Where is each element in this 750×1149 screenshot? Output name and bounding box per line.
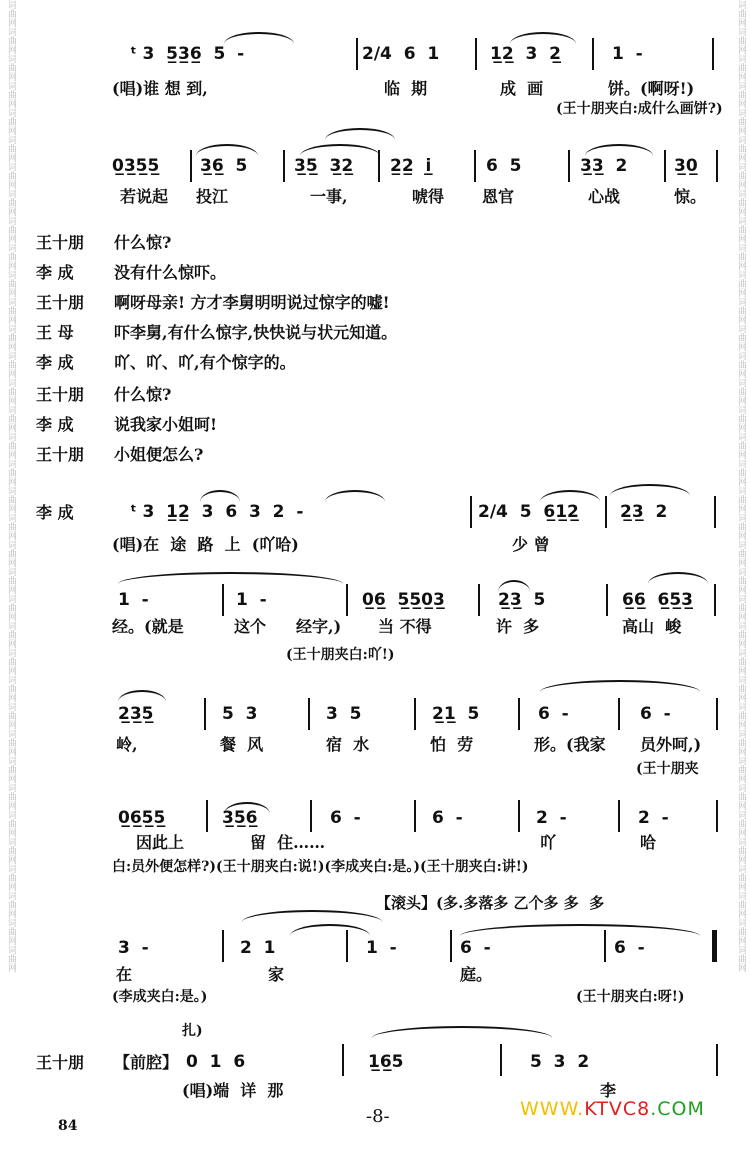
dialogue-text: 说我家小姐呵! <box>114 415 218 434</box>
notes-measure: 6 - <box>640 704 671 724</box>
barline <box>712 38 714 70</box>
lyric: 经。(就是 <box>112 617 184 636</box>
notes-measure: 3 - <box>118 938 149 958</box>
lyric: 成 画 <box>500 79 544 98</box>
page-number: -8- <box>366 1106 390 1127</box>
notes-measure: ᵗ 3 5̲3̲6̲ 5 - <box>130 44 245 64</box>
watermark-right: 词曲网词曲网词曲网词曲网词曲网词曲网词曲网词曲网词曲网词曲网词曲网词曲网词曲网词曲网词曲网词曲网词曲网词曲网词曲网词曲网词曲网词曲网词曲网词曲网词曲网词曲网词曲网词曲网词曲网词曲网词曲网词曲网词曲网词曲网词曲网词曲网 <box>736 0 746 972</box>
lyric: 投江 <box>196 187 229 206</box>
watermark-left: 词曲网词曲网词曲网词曲网词曲网词曲网词曲网词曲网词曲网词曲网词曲网词曲网词曲网词曲网词曲网词曲网词曲网词曲网词曲网词曲网词曲网词曲网词曲网词曲网词曲网词曲网词曲网词曲网词曲网词曲网词曲网词曲网词曲网词曲网词曲网词曲网 <box>6 0 16 972</box>
lyric: 庭。 <box>460 965 493 984</box>
dialogue-line <box>36 260 226 283</box>
slur <box>540 490 600 502</box>
notes-measure: 1̲2̲ 3 2̲ <box>490 44 561 64</box>
slur <box>196 144 258 156</box>
slur <box>200 490 240 502</box>
notes-measure: 1 - <box>612 44 643 64</box>
site-watermark-part: WWW. <box>520 1098 585 1120</box>
slur <box>118 572 343 584</box>
lyric: 饼。(啊呀!) <box>608 79 695 98</box>
slur <box>325 128 395 140</box>
dialogue-line <box>36 382 171 405</box>
barline <box>605 496 607 528</box>
dialogue-text: 吖、吖、吖,有个惊字的。 <box>114 353 296 372</box>
lyric: 岭, <box>116 735 138 754</box>
barline <box>356 38 358 70</box>
notes-measure: 2 - <box>536 808 567 828</box>
slur <box>290 924 370 936</box>
gun-tou-percussion: 【滚头】(多.多落多 乙个多 多 多 <box>376 894 605 912</box>
speaker-name: 王十朋 <box>36 1053 85 1072</box>
notes-measure: 1 - <box>236 590 267 610</box>
barline <box>475 38 477 70</box>
notes-measure: 0̲6̲ 5̲5̲0̲3̲ <box>362 590 445 610</box>
barline <box>450 930 452 962</box>
notes-measure: 6 - <box>330 808 361 828</box>
barline <box>618 698 620 730</box>
barline <box>206 800 208 832</box>
notes-measure: 2/4 6 1 <box>362 44 440 64</box>
notes-measure: 3̲5̲6̲ <box>222 808 258 828</box>
slur <box>242 910 382 922</box>
notes-measure: 3̲0̲ <box>674 156 698 176</box>
barline <box>714 584 716 616</box>
speaker-name: 王 母 <box>36 323 74 342</box>
notes-measure: 2 1 <box>240 938 276 958</box>
barline <box>346 584 348 616</box>
slur <box>224 32 294 44</box>
slur <box>372 1026 552 1038</box>
dialogue-line <box>36 350 296 373</box>
notes-measure: 6 - <box>460 938 491 958</box>
barline <box>308 698 310 730</box>
lyric: 若说起 <box>120 187 169 206</box>
notes-measure: 5 3 <box>222 704 258 724</box>
lyric: 形。(我家 <box>534 735 606 754</box>
slur <box>300 144 380 156</box>
lyric: 在 <box>116 965 133 984</box>
notes-measure: 6 5 <box>486 156 522 176</box>
notes-measure: 6 - <box>432 808 463 828</box>
slur <box>648 572 708 584</box>
notes-measure: 0 1 6 <box>186 1052 246 1072</box>
interjection: (王十朋夹白:成什么画饼?) <box>556 101 723 117</box>
barline <box>604 930 606 962</box>
barline <box>716 150 718 182</box>
lyric: 高山 峻 <box>622 617 682 636</box>
dialogue-line <box>36 412 217 435</box>
barline <box>474 150 476 182</box>
slur <box>460 924 700 936</box>
final-barline <box>712 930 717 962</box>
barline <box>478 584 480 616</box>
notes-measure: 2̲3̲5̲ <box>118 704 154 724</box>
slur <box>510 32 576 44</box>
barline <box>414 800 416 832</box>
notes-measure: 1 - <box>366 938 397 958</box>
notes-measure: ᵗ 3 1̲2̲ 3 6 3 2 - <box>130 502 304 522</box>
lyric: 恩官 <box>482 187 515 206</box>
notes-measure: 2̲3̲ 5 <box>498 590 546 610</box>
speaker-name: 王十朋 <box>36 293 85 312</box>
barline <box>500 1044 502 1076</box>
dialogue-line <box>36 320 397 343</box>
barline <box>342 1044 344 1076</box>
speaker-name: 王十朋 <box>36 385 85 404</box>
barline <box>592 38 594 70</box>
slur <box>610 484 690 496</box>
lyric: 怕 劳 <box>430 735 474 754</box>
notes-measure: 3̲3̲ 2 <box>580 156 628 176</box>
lyric: 餐 风 <box>220 735 264 754</box>
lyric: 宿 水 <box>326 735 370 754</box>
interjection: (王十朋夹白:吖!) <box>286 647 395 663</box>
barline <box>204 698 206 730</box>
barline <box>518 800 520 832</box>
barline <box>346 930 348 962</box>
interjection: (王十朋夹 <box>636 761 699 777</box>
barline <box>222 584 224 616</box>
lyric: (唱)在 途 路 上 (吖哈) <box>112 535 299 554</box>
site-watermark-part: .COM <box>650 1098 705 1120</box>
lyric: (唱)谁 想 到, <box>112 79 208 98</box>
notes-measure: 3 5 <box>326 704 362 724</box>
notes-measure: 0̲6̲5̲5̲ <box>118 808 166 828</box>
barline <box>190 150 192 182</box>
lyric: 心战 <box>588 187 621 206</box>
slur <box>118 690 166 702</box>
interjection: (李成夹白:是。) <box>112 989 208 1005</box>
interjection: (王十朋夹白:呀!) <box>576 989 685 1005</box>
barline <box>518 698 520 730</box>
barline <box>568 150 570 182</box>
notes-measure: 5 3 2 <box>530 1052 590 1072</box>
notes-measure: 6 - <box>614 938 645 958</box>
dialogue-text: 小姐便怎么? <box>114 445 204 464</box>
notes-measure: 3̲6̲ 5 <box>200 156 248 176</box>
dialogue-text: 没有什么惊吓。 <box>114 263 227 282</box>
speaker-name: 李 成 <box>36 415 74 434</box>
notes-measure: 1 - <box>118 590 149 610</box>
notes-measure: 6 - <box>538 704 569 724</box>
notes-measure: 2̲2̲ i̲ <box>390 156 432 176</box>
barline <box>470 496 472 528</box>
dialogue-line <box>36 442 203 465</box>
dialogue-text: 吓李舅,有什么惊字,快快说与状元知道。 <box>114 323 398 342</box>
barline <box>716 800 718 832</box>
original-page-number: 84 <box>58 1118 78 1134</box>
lyric: 一事, <box>310 187 348 206</box>
slur <box>540 680 700 692</box>
dialogue-text: 啊呀母亲! 方才李舅明明说过惊字的嘘! <box>114 293 390 312</box>
lyric: 唬得 <box>412 187 445 206</box>
lyric: 哈 <box>640 833 657 852</box>
dialogue-text: 什么惊? <box>114 233 172 252</box>
barline <box>714 496 716 528</box>
barline <box>664 150 666 182</box>
barline <box>378 150 380 182</box>
barline <box>414 698 416 730</box>
speaker-name: 王十朋 <box>36 233 85 252</box>
notes-measure: 2̲3̲ 2 <box>620 502 668 522</box>
notes-measure: 6̲6̲ 6̲5̲3̲ <box>622 590 693 610</box>
barline <box>222 930 224 962</box>
percussion-end: 扎) <box>182 1023 203 1039</box>
notes-measure: 0̲3̲5̲5̲ <box>112 156 160 176</box>
speaker-name: 李 成 <box>36 263 74 282</box>
lyric: 吖 <box>540 833 557 852</box>
lyric: 这个 <box>234 617 267 636</box>
notes-measure: 3̲5̲ 3̲2̲ <box>294 156 354 176</box>
slur <box>585 144 653 156</box>
site-watermark <box>520 1098 705 1120</box>
notes-measure: 2̲1̲ 5 <box>432 704 480 724</box>
slur <box>325 490 385 502</box>
lyric: 因此上 <box>136 833 185 852</box>
barline <box>716 1044 718 1076</box>
lyric: 临 期 <box>384 79 428 98</box>
lyric: 李 <box>600 1081 617 1100</box>
speaker-name: 李 成 <box>36 503 74 522</box>
interjection: 白:员外便怎样?)(王十朋夹白:说!)(李成夹白:是。)(王十朋夹白:讲!) <box>112 859 529 875</box>
barline <box>716 698 718 730</box>
lyric: 经字,) <box>296 617 342 636</box>
lyric: 当 不得 <box>378 617 432 636</box>
barline <box>283 150 285 182</box>
speaker-name: 李 成 <box>36 353 74 372</box>
notes-measure: 1̲6̲5 <box>368 1052 404 1072</box>
lyric: 员外呵,) <box>640 735 702 754</box>
lyric: 惊。 <box>674 187 707 206</box>
lyric: 留 住…… <box>250 833 326 852</box>
notes-measure: 2/4 5 6̲1̲2̲ <box>478 502 579 522</box>
barline <box>606 584 608 616</box>
dialogue-line <box>36 290 390 313</box>
lyric: (唱)端 详 那 <box>182 1081 284 1100</box>
lyric: 许 多 <box>496 617 540 636</box>
qianqiang-tag: 【前腔】 <box>114 1053 179 1072</box>
site-watermark-part: KTVC8 <box>584 1098 651 1120</box>
dialogue-text: 什么惊? <box>114 385 172 404</box>
dialogue-line <box>36 230 171 253</box>
speaker-name: 王十朋 <box>36 445 85 464</box>
lyric: 家 <box>268 965 285 984</box>
barline <box>618 800 620 832</box>
lyric: 少 曾 <box>512 535 550 554</box>
notes-measure: 2 - <box>638 808 669 828</box>
barline <box>310 800 312 832</box>
